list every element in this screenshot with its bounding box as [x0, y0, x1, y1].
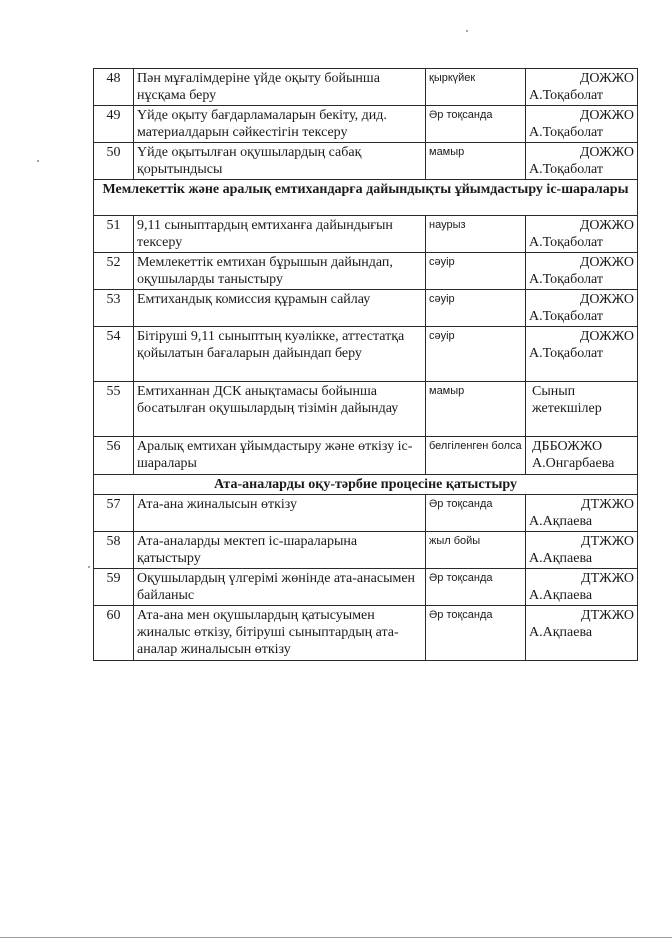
row-number: 50: [94, 143, 134, 180]
term-cell: жыл бойы: [426, 532, 526, 569]
responsible-cell: [526, 495, 638, 532]
task-cell: Мемлекеттік емтихан бұрышын дайындап, оқушыларды таныстыру: [134, 253, 426, 290]
table-row: [94, 606, 638, 661]
table-row: [94, 253, 638, 290]
row-number: 59: [94, 569, 134, 606]
responsible-role: Сынып: [532, 384, 576, 399]
term-cell: қыркүйек: [426, 69, 526, 106]
plan-table: [93, 68, 638, 661]
task-cell: Ата-ана жиналысын өткізу: [134, 495, 426, 532]
task-cell: Бітіруші 9,11 сыныптың куәлікке, аттестатқа қойылатын бағаларын дайындап беру: [134, 327, 426, 382]
responsible-role: ДОЖЖО: [579, 292, 634, 307]
responsible-role: ДББОЖЖО: [532, 439, 603, 454]
table-row: [94, 143, 638, 180]
responsible-cell: [526, 69, 638, 106]
responsible-name: А.Тоқаболат: [529, 162, 604, 177]
responsible-role: ДТЖЖО: [581, 534, 634, 549]
section-title-parents: Ата-аналарды оқу-тәрбие процесіне қатыстыру: [94, 475, 638, 495]
row-number: 49: [94, 106, 134, 143]
term-cell: сәуір: [426, 327, 526, 382]
term-cell: сәуір: [426, 253, 526, 290]
responsible-cell: [526, 290, 638, 327]
row-number: 56: [94, 437, 134, 475]
responsible-name: А.Онгарбаева: [532, 456, 615, 471]
scan-speck: [88, 566, 90, 568]
table-row: [94, 532, 638, 569]
task-cell: Пән мұғалімдеріне үйде оқыту бойынша нұсқама беру: [134, 69, 426, 106]
row-number: 51: [94, 216, 134, 253]
term-cell: мамыр: [426, 143, 526, 180]
section-title-exams: Мемлекеттік және аралық емтихандарға дайындықты ұйымдастыру іс-шаралары: [94, 180, 638, 216]
responsible-cell: [526, 143, 638, 180]
task-cell: Ата-аналарды мектеп іс-шараларына қатыстыру: [134, 532, 426, 569]
responsible-role: ДОЖЖО: [579, 218, 634, 233]
task-cell: Ата-ана мен оқушылардың қатысуымен жиналыс өткізу, бітіруші сыныптардың ата-аналар жиналысын өткізу: [134, 606, 426, 661]
section-header-row: [94, 180, 638, 216]
table-row: [94, 569, 638, 606]
responsible-name: А.Ақпаева: [529, 588, 593, 603]
responsible-cell: [526, 253, 638, 290]
table-row: [94, 290, 638, 327]
document-page: [93, 68, 637, 661]
row-number: 53: [94, 290, 134, 327]
responsible-cell: [526, 437, 638, 475]
table-row: [94, 495, 638, 532]
table-row: [94, 327, 638, 382]
responsible-name: А.Ақпаева: [529, 625, 593, 640]
responsible-cell: [526, 606, 638, 661]
task-cell: 9,11 сыныптардың емтиханға дайындығын тексеру: [134, 216, 426, 253]
section-header-row: [94, 475, 638, 495]
table-row: [94, 437, 638, 475]
table-row: [94, 216, 638, 253]
row-number: 55: [94, 382, 134, 437]
responsible-cell: [526, 569, 638, 606]
responsible-name: жетекшілер: [532, 401, 602, 416]
responsible-role: ДОЖЖО: [579, 108, 634, 123]
task-cell: Аралық емтихан ұйымдастыру және өткізу іс-шаралары: [134, 437, 426, 475]
scan-bottom-edge: [0, 937, 672, 938]
task-cell: Оқушылардың үлгерімі жөнінде ата-анасымен байланыс: [134, 569, 426, 606]
term-cell: Әр тоқсанда: [426, 606, 526, 661]
row-number: 48: [94, 69, 134, 106]
task-cell: Емтихандық комиссия құрамын сайлау: [134, 290, 426, 327]
responsible-cell: [526, 382, 638, 437]
responsible-role: ДОЖЖО: [579, 329, 634, 344]
term-cell: наурыз: [426, 216, 526, 253]
term-cell: белгіленген болса: [426, 437, 526, 475]
row-number: 52: [94, 253, 134, 290]
task-cell: Үйде оқытылған оқушылардың сабақ қорытындысы: [134, 143, 426, 180]
term-cell: сәуір: [426, 290, 526, 327]
row-number: 57: [94, 495, 134, 532]
responsible-name: А.Тоқаболат: [529, 125, 604, 140]
term-cell: Әр тоқсанда: [426, 495, 526, 532]
responsible-name: А.Ақпаева: [529, 514, 593, 529]
responsible-role: ДОЖЖО: [579, 145, 634, 160]
responsible-role: ДТЖЖО: [581, 497, 634, 512]
responsible-name: А.Тоқаболат: [529, 88, 604, 103]
responsible-role: ДТЖЖО: [581, 571, 634, 586]
responsible-cell: [526, 327, 638, 382]
task-cell: Үйде оқыту бағдарламаларын бекіту, дид. материалдарын сәйкестігін тексеру: [134, 106, 426, 143]
scan-speck: [466, 30, 468, 32]
row-number: 58: [94, 532, 134, 569]
responsible-name: А.Тоқаболат: [529, 272, 604, 287]
term-cell: мамыр: [426, 382, 526, 437]
responsible-name: А.Тоқаболат: [529, 346, 604, 361]
term-cell: Әр тоқсанда: [426, 106, 526, 143]
scan-speck: [37, 160, 39, 162]
responsible-role: ДОЖЖО: [579, 71, 634, 86]
responsible-name: А.Тоқаболат: [529, 309, 604, 324]
responsible-role: ДОЖЖО: [579, 255, 634, 270]
responsible-cell: [526, 106, 638, 143]
responsible-name: А.Ақпаева: [529, 551, 593, 566]
term-cell: Әр тоқсанда: [426, 569, 526, 606]
task-cell: Емтиханнан ДСК анықтамасы бойынша босатылған оқушылардың тізімін дайындау: [134, 382, 426, 437]
responsible-cell: [526, 216, 638, 253]
responsible-cell: [526, 532, 638, 569]
row-number: 54: [94, 327, 134, 382]
row-number: 60: [94, 606, 134, 661]
table-row: [94, 69, 638, 106]
responsible-role: ДТЖЖО: [581, 608, 634, 623]
table-row: [94, 382, 638, 437]
table-row: [94, 106, 638, 143]
responsible-name: А.Тоқаболат: [529, 235, 604, 250]
